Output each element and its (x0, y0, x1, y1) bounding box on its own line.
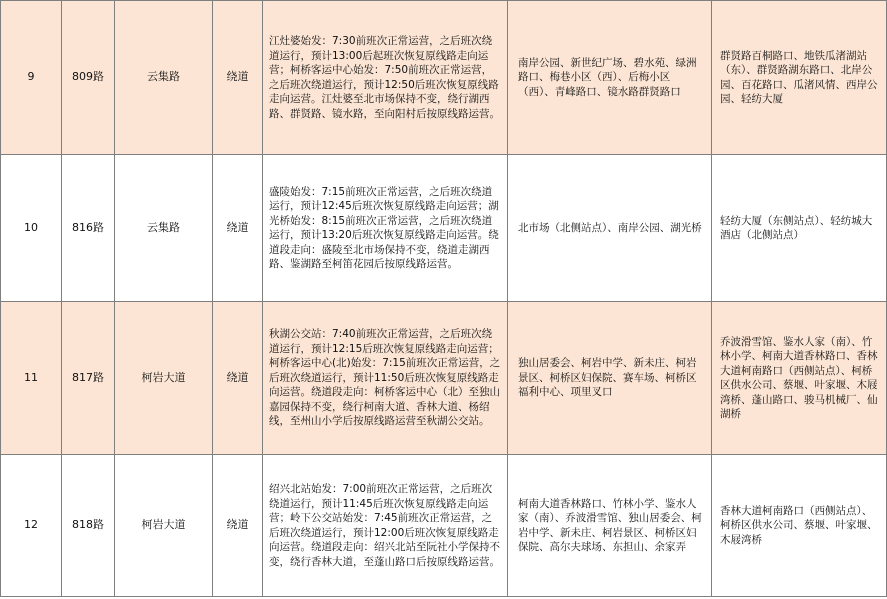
table-row (1, 1, 887, 155)
detour-detail: 江灶婆始发：7:30前班次正常运营，之后班次绕道运行，预计13:00后起班次恢复原线路走向运营；柯桥客运中心始发：7:50前班次正常运营，之后班次绕道运行，预计12:50后班次恢复原线路走向运营。江灶婆至北市场保持不变，绕行湖西路、群贤路、镜水路，至向阳村后按原线路运营。 (269, 35, 500, 120)
affected-road: 云集路 (115, 155, 213, 302)
cancelled-stops: 柯南大道香林路口、竹林小学、鉴水人家（南）、乔波滑雪馆、独山居委会、柯岩中学、新未庄、柯岩景区、柯桥区妇保院、高尔夫球场、东担山、余家弄 (518, 497, 702, 553)
added-stops: 乔波滑雪馆、鉴水人家（南）、竹林小学、柯南大道香林路口、香林大道柯南路口（西侧站点）、柯桥区供水公司、蔡堰、叶家堰、木屐湾桥、蓬山路口、骏马机械厂、仙湖桥 (720, 335, 878, 420)
route-number: 816路 (62, 155, 115, 302)
detour-detail: 盛陵始发：7:15前班次正常运营，之后班次绕道运行，预计12:45后班次恢复原线路走向运营；湖光桥始发：8:15前班次正常运营，之后班次绕道运行，预计13:20后班次恢复原线路走向运营。绕道段走向：盛陵至北市场保持不变，绕道走湖西路、鉴湖路至柯笛花园后按原线路运营。 (269, 185, 499, 270)
route-number: 817路 (62, 302, 115, 455)
cancelled-stops: 南岸公园、新世纪广场、碧水苑、绿洲路口、梅巷小区（西）、后梅小区（西）、青峰路口、镜水路群贤路口 (518, 56, 697, 98)
detour-detail: 秋湖公交站：7:40前班次正常运营，之后班次绕道运行，预计12:15后班次恢复原线路走向运营；柯桥客运中心(北)始发：7:15前班次正常运营，之后班次绕道运行，预计11:50后班次恢复原线路走向运营。绕道段走向：柯桥客运中心（北）至独山嘉园保持不变，绕行柯南大道、香林大道、杨绍线，至州山小学后按原线路运营至秋湖公交站。 (269, 328, 501, 428)
table-row (1, 455, 887, 597)
detour-detail-cell (263, 155, 508, 302)
added-stops: 香林大道柯南路口（西侧站点）、柯桥区供水公司、蔡堰、叶家堰、木屐湾桥 (720, 504, 878, 546)
detour-detail-cell (263, 302, 508, 455)
adjust-method: 绕道 (213, 302, 263, 455)
route-number: 818路 (62, 455, 115, 597)
cancelled-stops-cell (508, 1, 712, 155)
added-stops: 群贤路百桐路口、地铁瓜渚湖站（东）、群贤路湖东路口、北岸公园、百花路口、瓜渚风情、西岸公园、轻纺大厦 (720, 49, 878, 105)
detour-detail-cell (263, 1, 508, 155)
row-number: 11 (1, 302, 62, 455)
added-stops: 轻纺大厦（东侧站点）、轻纺城大酒店（北侧站点） (720, 214, 873, 241)
affected-road: 柯岩大道 (115, 302, 213, 455)
added-stops-cell (712, 455, 887, 597)
cancelled-stops-cell (508, 155, 712, 302)
cancelled-stops: 独山居委会、柯岩中学、新未庄、柯岩景区、柯桥区妇保院、赛车场、柯桥区福利中心、项里叉口 (518, 357, 697, 399)
row-number: 12 (1, 455, 62, 597)
table-row (1, 302, 887, 455)
row-number: 9 (1, 1, 62, 155)
adjust-method: 绕道 (213, 455, 263, 597)
added-stops-cell (712, 155, 887, 302)
cancelled-stops-cell (508, 455, 712, 597)
adjust-method: 绕道 (213, 1, 263, 155)
detour-detail-cell (263, 455, 508, 597)
cancelled-stops: 北市场（北侧站点）、南岸公园、湖光桥 (518, 221, 702, 234)
adjust-method: 绕道 (213, 155, 263, 302)
cancelled-stops-cell (508, 302, 712, 455)
added-stops-cell (712, 1, 887, 155)
added-stops-cell (712, 302, 887, 455)
table-row (1, 155, 887, 302)
affected-road: 云集路 (115, 1, 213, 155)
route-number: 809路 (62, 1, 115, 155)
detour-detail: 绍兴北站始发：7:00前班次正常运营，之后班次绕道运行，预计11:45后班次恢复原线路走向运营；岭下公交站始发：7:45前班次正常运营，之后班次绕道运行，预计12:00后班次恢复原线路走向运营。绕道段走向：绍兴北站至阮社小学保持不变，绕行香林大道，至蓬山路口后按原线路运营。 (269, 483, 500, 568)
affected-road: 柯岩大道 (115, 455, 213, 597)
row-number: 10 (1, 155, 62, 302)
